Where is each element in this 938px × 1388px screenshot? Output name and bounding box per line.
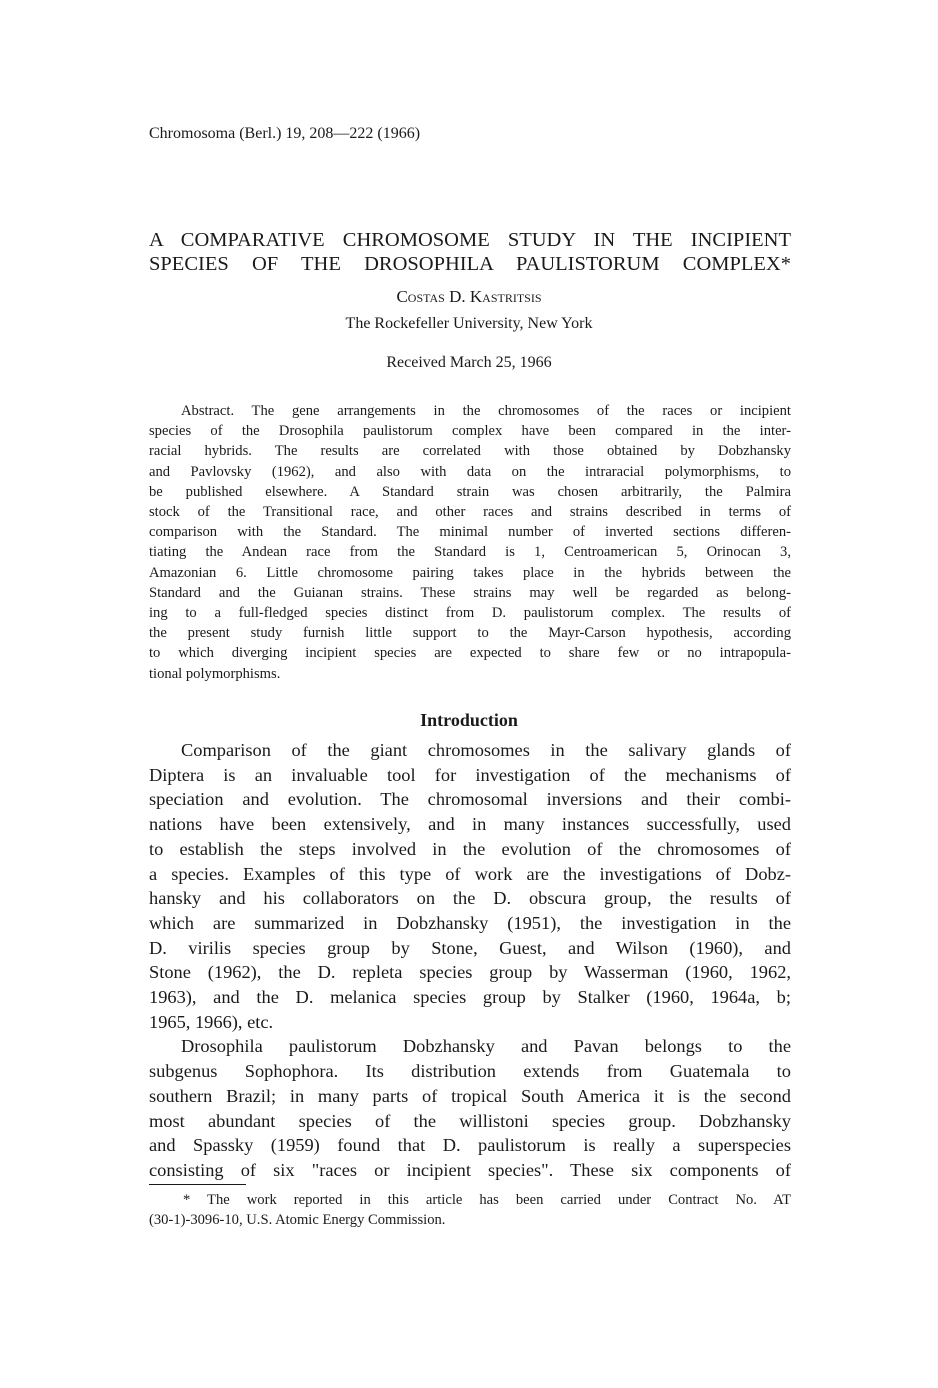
body-line: D. virilis species group by Stone, Guest, and Wilson (1960), and (149, 937, 791, 958)
abstract-line: racial hybrids. The results are correlated with those obtained by Dobzhansky (149, 443, 791, 460)
footnote-line: * The work reported in this article has been carried under Contract No. AT (183, 1192, 791, 1208)
abstract (149, 401, 791, 684)
title-line: A COMPARATIVE CHROMOSOME STUDY IN THE INCIPIENT (149, 229, 791, 251)
body-line: Diptera is an invaluable tool for investigation of the mechanisms of (149, 764, 791, 785)
body-line: a species. Examples of this type of work are the investigations of Dobz- (149, 863, 791, 884)
body-text (149, 738, 791, 1183)
abstract-line: the present study furnish little support to the Mayr-Carson hypothesis, according (149, 625, 791, 642)
abstract-line: to which diverging incipient species are expected to share few or no intrapopula- (149, 645, 791, 662)
footnote-rule (149, 1184, 246, 1185)
body-line: hansky and his collaborators on the D. obscura group, the results of (149, 888, 791, 909)
abstract-line: stock of the Transitional race, and other races and strains described in terms of (149, 504, 791, 521)
footnote-line: (30-1)-3096-10, U.S. Atomic Energy Commission. (149, 1212, 446, 1228)
abstract-line: ing to a full-fledged species distinct from D. paulistorum complex. The results of (149, 605, 791, 622)
body-line: to establish the steps involved in the evolution of the chromosomes of (149, 838, 791, 859)
section-heading: Introduction (420, 710, 518, 730)
abstract-line: Amazonian 6. Little chromosome pairing takes place in the hybrids between the (149, 564, 791, 581)
body-line: most abundant species of the willistoni species group. Dobzhansky (149, 1110, 791, 1131)
body-line: subgenus Sophophora. Its distribution extends from Guatemala to (149, 1061, 791, 1082)
abstract-line: be published elsewhere. A Standard strain was chosen arbitrarily, the Palmira (149, 483, 791, 500)
body-line: Comparison of the giant chromosomes in the salivary glands of (181, 740, 791, 760)
abstract-line: and Pavlovsky (1962), and also with data on the intraracial polymorphisms, to (149, 463, 791, 480)
body-line: which are summarized in Dobzhansky (1951), the investigation in the (149, 912, 791, 933)
body-line: Stone (1962), the D. repleta species group by Wasserman (1960, 1962, (149, 962, 791, 983)
footnote (149, 1190, 791, 1230)
body-line: southern Brazil; in many parts of tropical South America it is the second (149, 1085, 791, 1106)
received-date: Received March 25, 1966 (386, 354, 552, 371)
abstract-line: Standard and the Guianan strains. These strains may well be regarded as belong- (149, 584, 791, 601)
body-line: 1965, 1966), etc. (149, 1011, 274, 1032)
title-line: SPECIES OF THE DROSOPHILA PAULISTORUM COMPLEX* (149, 253, 791, 275)
body-line: consisting of six "races or incipient species". These six components of (149, 1159, 791, 1180)
abstract-line: Abstract. The gene arrangements in the chromosomes of the races or incipient (181, 403, 791, 419)
paper-title (149, 228, 791, 276)
author-affiliation: The Rockefeller University, New York (345, 315, 593, 332)
abstract-line: tiating the Andean race from the Standard is 1, Centroamerican 5, Orinocan 3, (149, 544, 791, 561)
abstract-line: comparison with the Standard. The minimal number of inverted sections differen- (149, 524, 791, 541)
body-line: and Spassky (1959) found that D. paulistorum is really a superspecies (149, 1135, 791, 1156)
abstract-line: tional polymorphisms. (149, 665, 281, 682)
journal-reference: Chromosoma (Berl.) 19, 208—222 (1966) (149, 125, 421, 142)
body-line: 1963), and the D. melanica species group by Stalker (1960, 1964a, b; (149, 987, 791, 1008)
body-line: Drosophila paulistorum Dobzhansky and Pavan belongs to the (181, 1036, 791, 1057)
author-name: Costas D. Kastritsis (396, 287, 542, 306)
body-line: speciation and evolution. The chromosomal inversions and their combi- (149, 789, 791, 810)
abstract-line: species of the Drosophila paulistorum complex have been compared in the inter- (149, 423, 791, 440)
body-line: nations have been extensively, and in many instances successfully, used (149, 814, 791, 835)
